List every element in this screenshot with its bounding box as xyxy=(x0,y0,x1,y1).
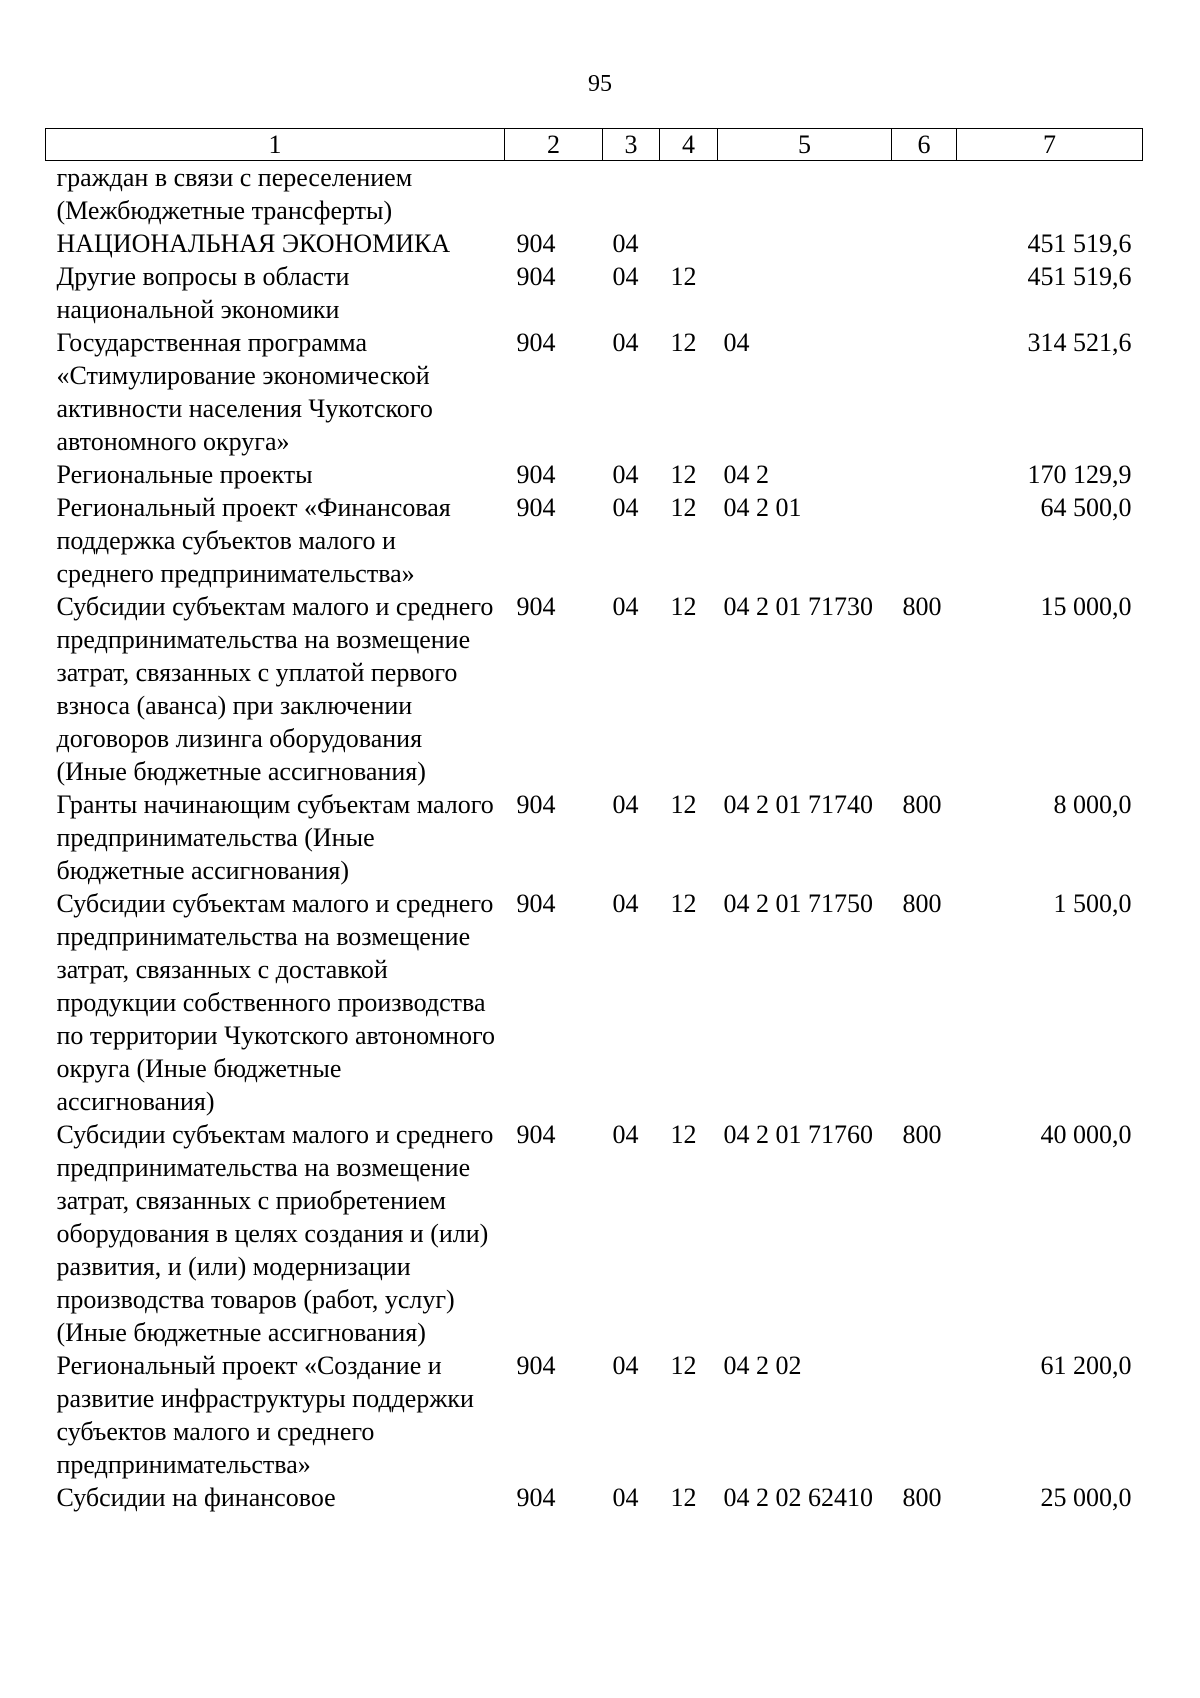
row-expense-type-code xyxy=(892,1349,957,1481)
row-admin-code: 904 xyxy=(516,592,556,621)
row-target-code: 04 xyxy=(723,328,750,357)
row-expense-type-code xyxy=(892,458,957,491)
header-col-5: 5 xyxy=(718,129,892,161)
header-col-3: 3 xyxy=(603,129,660,161)
row-amount xyxy=(957,161,1143,228)
row-target-code: 04 2 01 71760 xyxy=(723,1120,873,1149)
row-subsection-code: 12 xyxy=(670,328,697,357)
row-section-code: 04 xyxy=(612,592,639,621)
row-expense-type-code xyxy=(892,161,957,228)
row-name: Государственная программа «Стимулирование экономической активности населения Чукотского автономного округа» xyxy=(56,328,433,456)
row-target-code xyxy=(718,260,892,326)
row-section-code xyxy=(603,161,660,228)
row-admin-code: 904 xyxy=(516,1120,556,1149)
row-expense-type-code xyxy=(892,227,957,260)
row-name: Субсидии субъектам малого и среднего предпринимательства на возмещение затрат, связанных с приобретением оборудования в целях создания и (или) развития, и (или) модернизации производства товаров (работ, услуг) (Иные бюджетные ассигнования) xyxy=(56,1120,494,1347)
row-target-code: 04 2 01 71730 xyxy=(723,592,873,621)
row-name: Региональный проект «Финансовая поддержка субъектов малого и среднего предпринимательства» xyxy=(56,493,451,588)
row-expense-type-code: 800 xyxy=(902,889,942,918)
row-amount: 8 000,0 xyxy=(1053,790,1132,819)
table-row xyxy=(46,458,1143,491)
row-section-code: 04 xyxy=(612,1351,639,1380)
row-name: Региональные проекты xyxy=(56,460,313,489)
table-row xyxy=(46,1481,1143,1514)
row-name: Субсидии субъектам малого и среднего предпринимательства на возмещение затрат, связанных с доставкой продукции собственного производства по территории Чукотского автономного округа (Иные бюджетные ассигнования) xyxy=(56,889,495,1116)
row-target-code: 04 2 01 71750 xyxy=(723,889,873,918)
row-admin-code: 904 xyxy=(516,790,556,819)
row-name: Субсидии на финансовое xyxy=(56,1483,336,1512)
row-section-code: 04 xyxy=(612,1120,639,1149)
row-section-code: 04 xyxy=(612,460,639,489)
table-body xyxy=(46,161,1143,1515)
row-subsection-code: 12 xyxy=(670,493,697,522)
row-admin-code: 904 xyxy=(516,460,556,489)
row-subsection-code: 12 xyxy=(670,262,697,291)
row-expense-type-code xyxy=(892,326,957,458)
row-expense-type-code: 800 xyxy=(902,1483,942,1512)
row-target-code: 04 2 02 62410 xyxy=(723,1483,873,1512)
row-amount: 170 129,9 xyxy=(1027,460,1132,489)
row-name: граждан в связи с переселением (Межбюджетные трансферты) xyxy=(56,163,413,225)
row-section-code: 04 xyxy=(612,262,639,291)
table-row xyxy=(46,1349,1143,1481)
row-name: Другие вопросы в области национальной экономики xyxy=(56,262,350,324)
row-target-code: 04 2 01 xyxy=(723,493,802,522)
row-subsection-code: 12 xyxy=(670,889,697,918)
table-row xyxy=(46,227,1143,260)
table-row xyxy=(46,788,1143,887)
row-target-code: 04 2 02 xyxy=(723,1351,802,1380)
row-subsection-code: 12 xyxy=(670,1120,697,1149)
row-section-code: 04 xyxy=(612,1483,639,1512)
row-section-code: 04 xyxy=(612,790,639,819)
row-amount: 25 000,0 xyxy=(1040,1483,1132,1512)
row-admin-code: 904 xyxy=(516,493,556,522)
row-subsection-code: 12 xyxy=(670,1351,697,1380)
row-expense-type-code: 800 xyxy=(902,790,942,819)
row-amount: 15 000,0 xyxy=(1040,592,1132,621)
table-row xyxy=(46,260,1143,326)
row-section-code: 04 xyxy=(612,328,639,357)
row-expense-type-code: 800 xyxy=(902,592,942,621)
row-subsection-code: 12 xyxy=(670,460,697,489)
row-subsection-code xyxy=(660,161,718,228)
header-col-6: 6 xyxy=(892,129,957,161)
row-name: Субсидии субъектам малого и среднего предпринимательства на возмещение затрат, связанных с уплатой первого взноса (аванса) при заключении договоров лизинга оборудования (Иные бюджетные ассигнования) xyxy=(56,592,494,786)
row-admin-code: 904 xyxy=(516,328,556,357)
table-row xyxy=(46,491,1143,590)
row-target-code: 04 2 01 71740 xyxy=(723,790,873,819)
header-col-4: 4 xyxy=(660,129,718,161)
row-admin-code: 904 xyxy=(516,229,556,258)
row-amount: 451 519,6 xyxy=(1027,262,1132,291)
row-amount: 61 200,0 xyxy=(1040,1351,1132,1380)
row-expense-type-code: 800 xyxy=(902,1120,942,1149)
table-row xyxy=(46,887,1143,1118)
row-section-code: 04 xyxy=(612,889,639,918)
row-name: Гранты начинающим субъектам малого предпринимательства (Иные бюджетные ассигнования) xyxy=(56,790,494,885)
row-target-code xyxy=(718,161,892,228)
table-row xyxy=(46,326,1143,458)
row-subsection-code: 12 xyxy=(670,1483,697,1512)
page-number: 95 xyxy=(588,71,612,97)
header-col-2: 2 xyxy=(505,129,603,161)
header-col-1: 1 xyxy=(46,129,505,161)
row-section-code: 04 xyxy=(612,493,639,522)
row-amount: 451 519,6 xyxy=(1027,229,1132,258)
row-admin-code: 904 xyxy=(516,889,556,918)
table-header xyxy=(46,129,1143,161)
row-expense-type-code xyxy=(892,491,957,590)
row-admin-code: 904 xyxy=(516,1483,556,1512)
budget-table xyxy=(45,128,1143,1514)
row-name: НАЦИОНАЛЬНАЯ ЭКОНОМИКА xyxy=(56,229,451,258)
row-admin-code xyxy=(505,161,603,228)
row-amount: 1 500,0 xyxy=(1053,889,1132,918)
row-target-code xyxy=(718,227,892,260)
table-row xyxy=(46,590,1143,788)
row-admin-code: 904 xyxy=(516,262,556,291)
row-target-code: 04 2 xyxy=(723,460,769,489)
row-subsection-code xyxy=(660,227,718,260)
row-subsection-code: 12 xyxy=(670,592,697,621)
table-row xyxy=(46,161,1143,228)
row-expense-type-code xyxy=(892,260,957,326)
row-section-code: 04 xyxy=(612,229,639,258)
table-row xyxy=(46,1118,1143,1349)
row-amount: 314 521,6 xyxy=(1027,328,1132,357)
row-name: Региональный проект «Создание и развитие инфраструктуры поддержки субъектов малого и среднего предпринимательства» xyxy=(56,1351,474,1479)
header-row xyxy=(46,129,1143,161)
row-admin-code: 904 xyxy=(516,1351,556,1380)
row-amount: 40 000,0 xyxy=(1040,1120,1132,1149)
row-subsection-code: 12 xyxy=(670,790,697,819)
header-col-7: 7 xyxy=(957,129,1143,161)
row-amount: 64 500,0 xyxy=(1040,493,1132,522)
